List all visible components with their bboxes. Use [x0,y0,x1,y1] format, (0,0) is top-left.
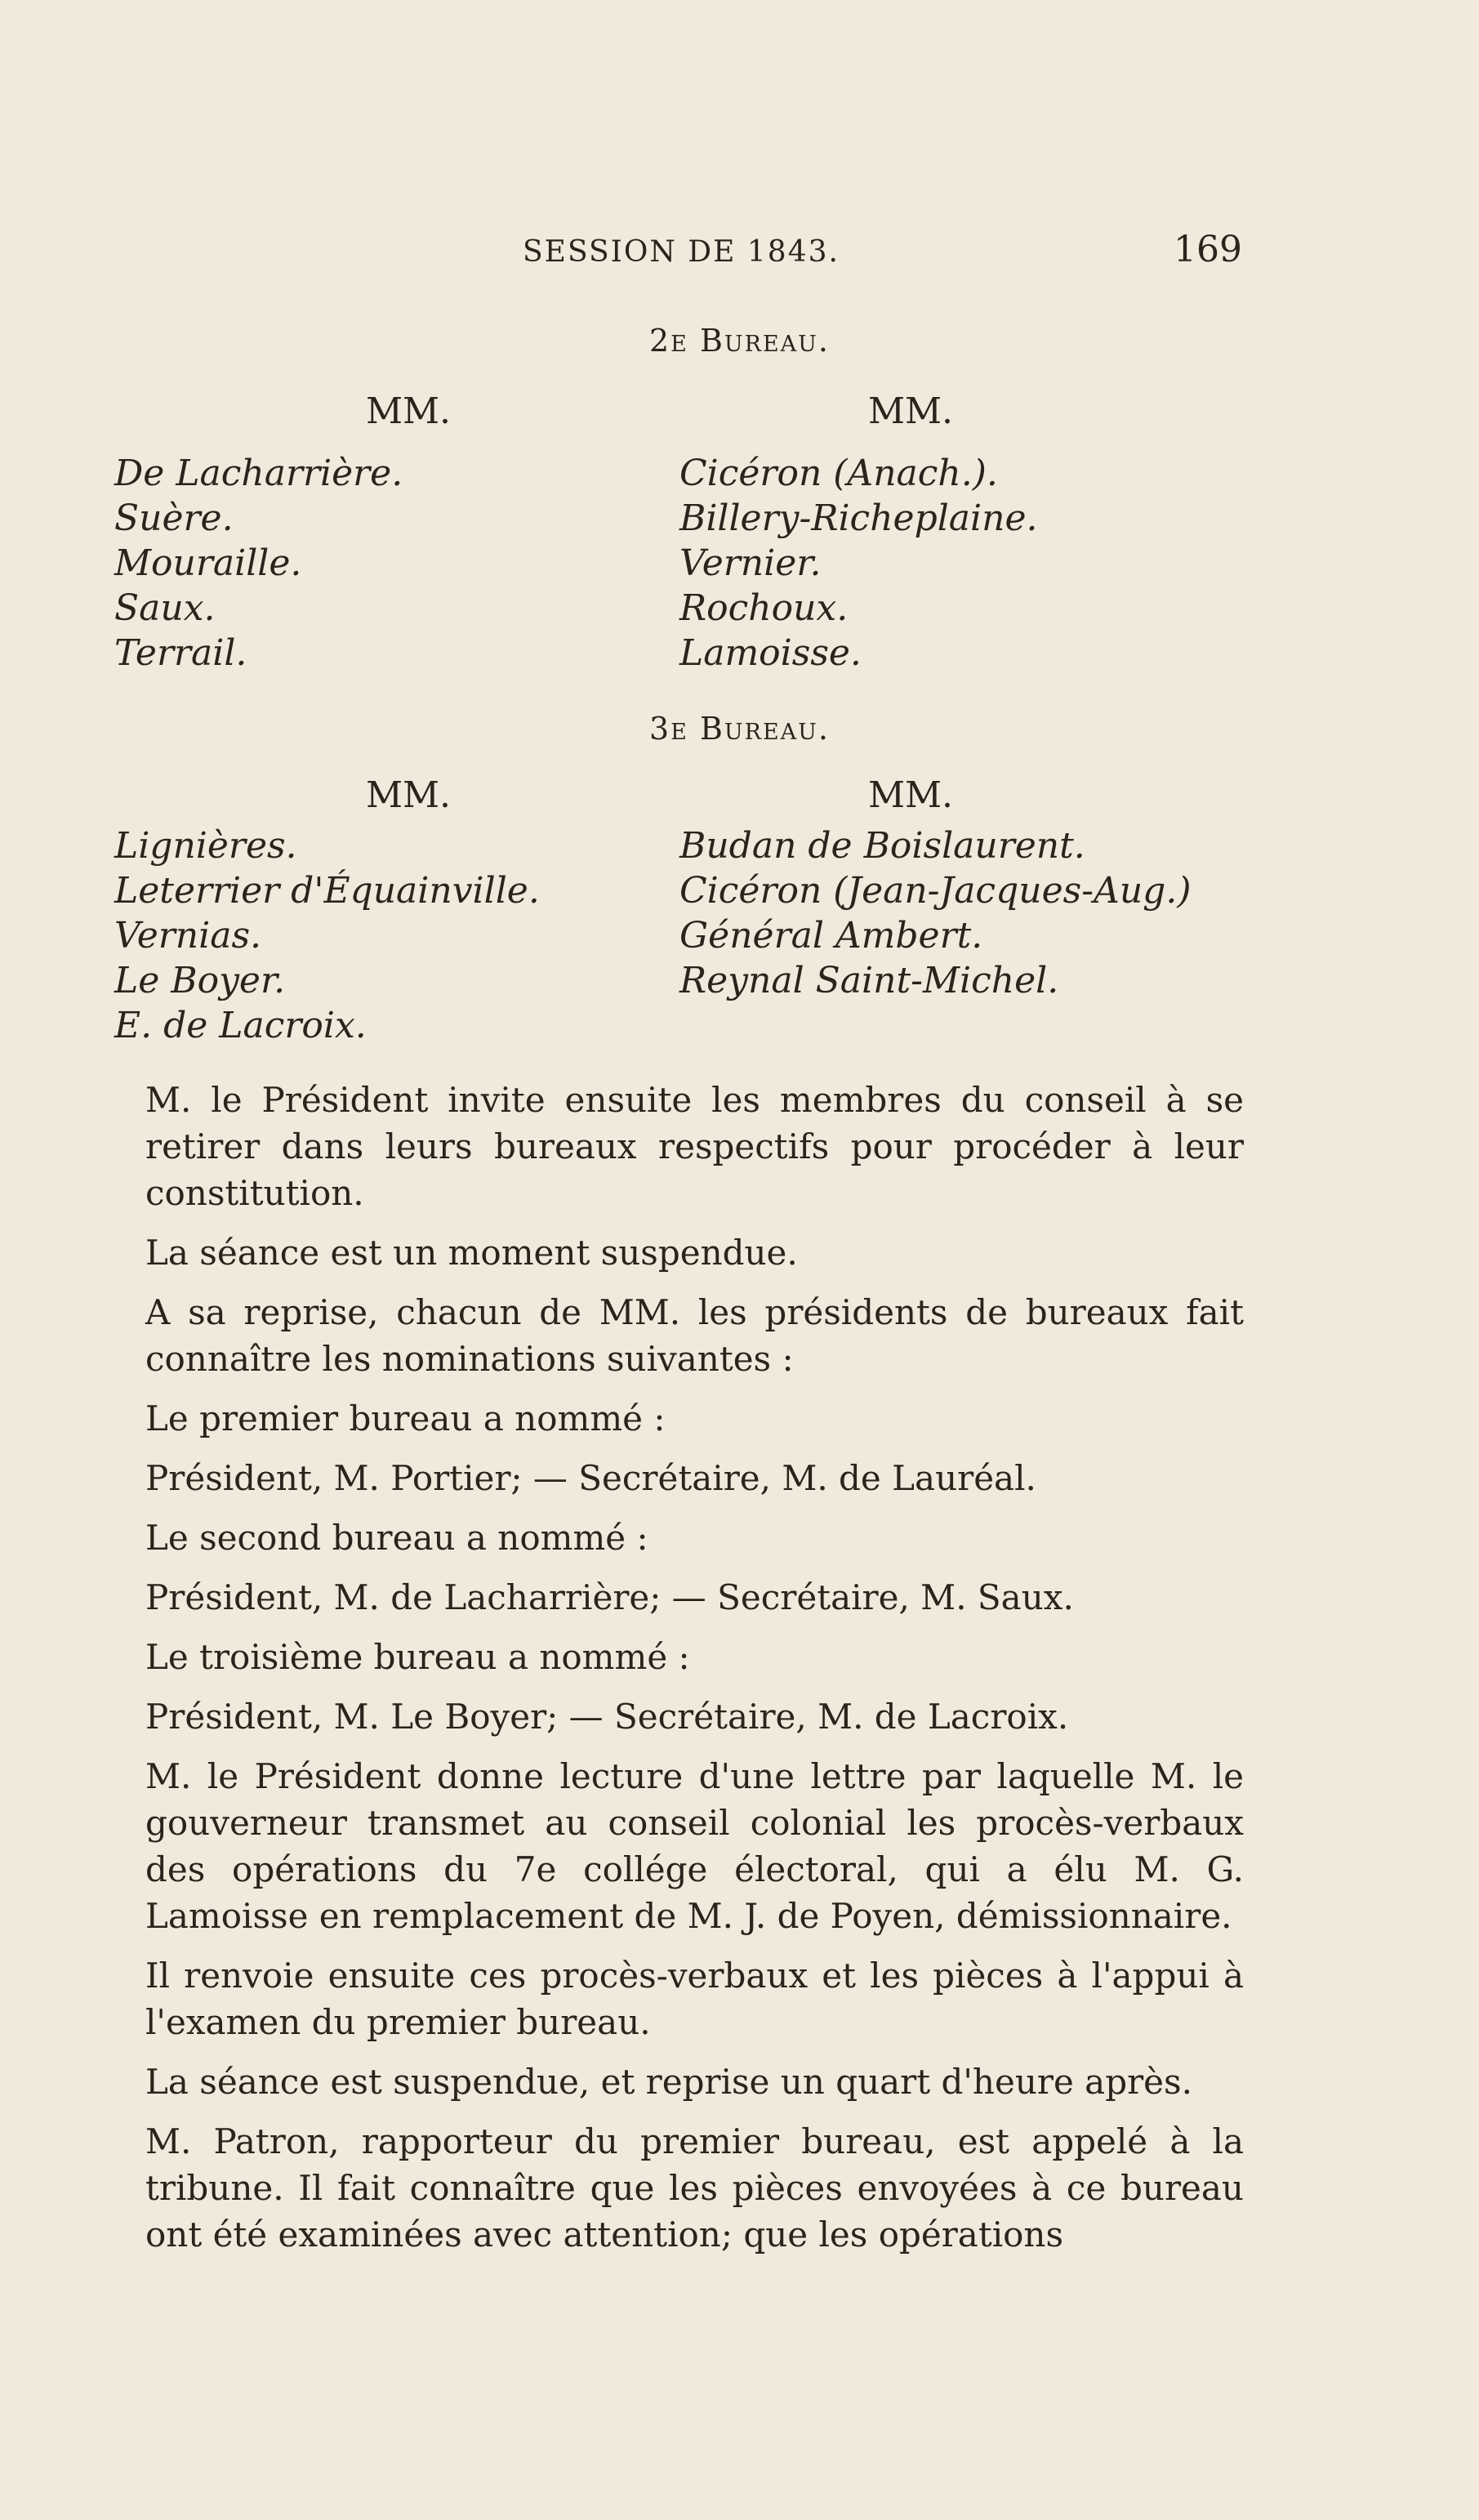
paragraph: Président, M. de Lacharrière; — Secrétaire, M. Saux. [145,1577,1074,1617]
member-name: Vernias. [114,915,262,957]
bureau-3-col-head-right: MM. [867,774,954,816]
member-name: Rochoux. [679,587,849,629]
member-name: Vernier. [679,542,822,584]
bureau-3-members-right [679,823,1191,1003]
bureau-2-col-head-right: MM. [867,390,954,432]
paragraph: A sa reprise, chacun de MM. les présidents de bureaux fait connaître les nominations suivantes : [145,1292,1244,1379]
paragraph: Le second bureau a nommé : [145,1518,648,1558]
page-number: 169 [1174,229,1242,270]
paragraph: M. Patron, rapporteur du premier bureau, est appelé à la tribune. Il fait connaître que les pièces envoyées à ce bureau ont été examinées avec attention; que les opérations [145,2121,1244,2255]
bureau-3-title: 3e Bureau. [648,711,831,747]
member-name: Général Ambert. [679,915,983,957]
paragraph: Président, M. Portier; — Secrétaire, M. de Lauréal. [145,1458,1036,1498]
member-name: Mouraille. [114,542,302,584]
member-name: Cicéron (Jean-Jacques-Aug.) [679,870,1192,912]
body-text [145,1077,1244,2271]
paragraph: M. le Président invite ensuite les membres du conseil à se retirer dans leurs bureaux respectifs pour procéder à leur constitution. [145,1080,1244,1213]
member-name: Saux. [114,587,216,629]
bureau-3-members-left [114,823,540,1048]
member-name: Reynal Saint-Michel. [679,960,1059,1001]
member-name: Cicéron (Anach.). [679,453,998,494]
member-name: Lamoisse. [679,632,862,674]
bureau-2-col-head-left: MM. [365,390,452,432]
member-name: Terrail. [114,632,247,674]
paragraph: Le troisième bureau a nommé : [145,1637,690,1677]
member-name: De Lacharrière. [114,453,403,494]
running-header [523,229,1242,270]
header-title: SESSION DE 1843. [523,235,840,269]
paragraph: Il renvoie ensuite ces procès-verbaux et les pièces à l'appui à l'examen du premier bureau. [145,1956,1244,2042]
paragraph: Le premier bureau a nommé : [145,1398,666,1438]
member-name: Billery-Richeplaine. [679,497,1038,539]
paragraph: M. le Président donne lecture d'une lettre par laquelle M. le gouverneur transmet au conseil colonial les procès-verbaux des opérations du 7e collége électoral, qui a élu M. G. Lamoisse en remplacement de M. J. de Poyen, démissionnaire. [145,1756,1244,1936]
bureau-3-col-head-left: MM. [365,774,452,816]
member-name: Leterrier d'Équainville. [114,870,540,912]
paragraph: Président, M. Le Boyer; — Secrétaire, M. de Lacroix. [145,1697,1069,1737]
bureau-2-title: 2e Bureau. [648,323,831,359]
member-name: Suère. [114,497,234,539]
member-name: E. de Lacroix. [114,1005,367,1046]
paragraph: La séance est suspendue, et reprise un quart d'heure après. [145,2062,1192,2102]
member-name: Budan de Boislaurent. [679,825,1085,867]
member-name: Lignières. [114,825,297,867]
bureau-2-members-right [679,451,1037,676]
member-name: Le Boyer. [114,960,286,1001]
paragraph: La séance est un moment suspendue. [145,1233,798,1273]
bureau-2-members-left [114,451,403,676]
